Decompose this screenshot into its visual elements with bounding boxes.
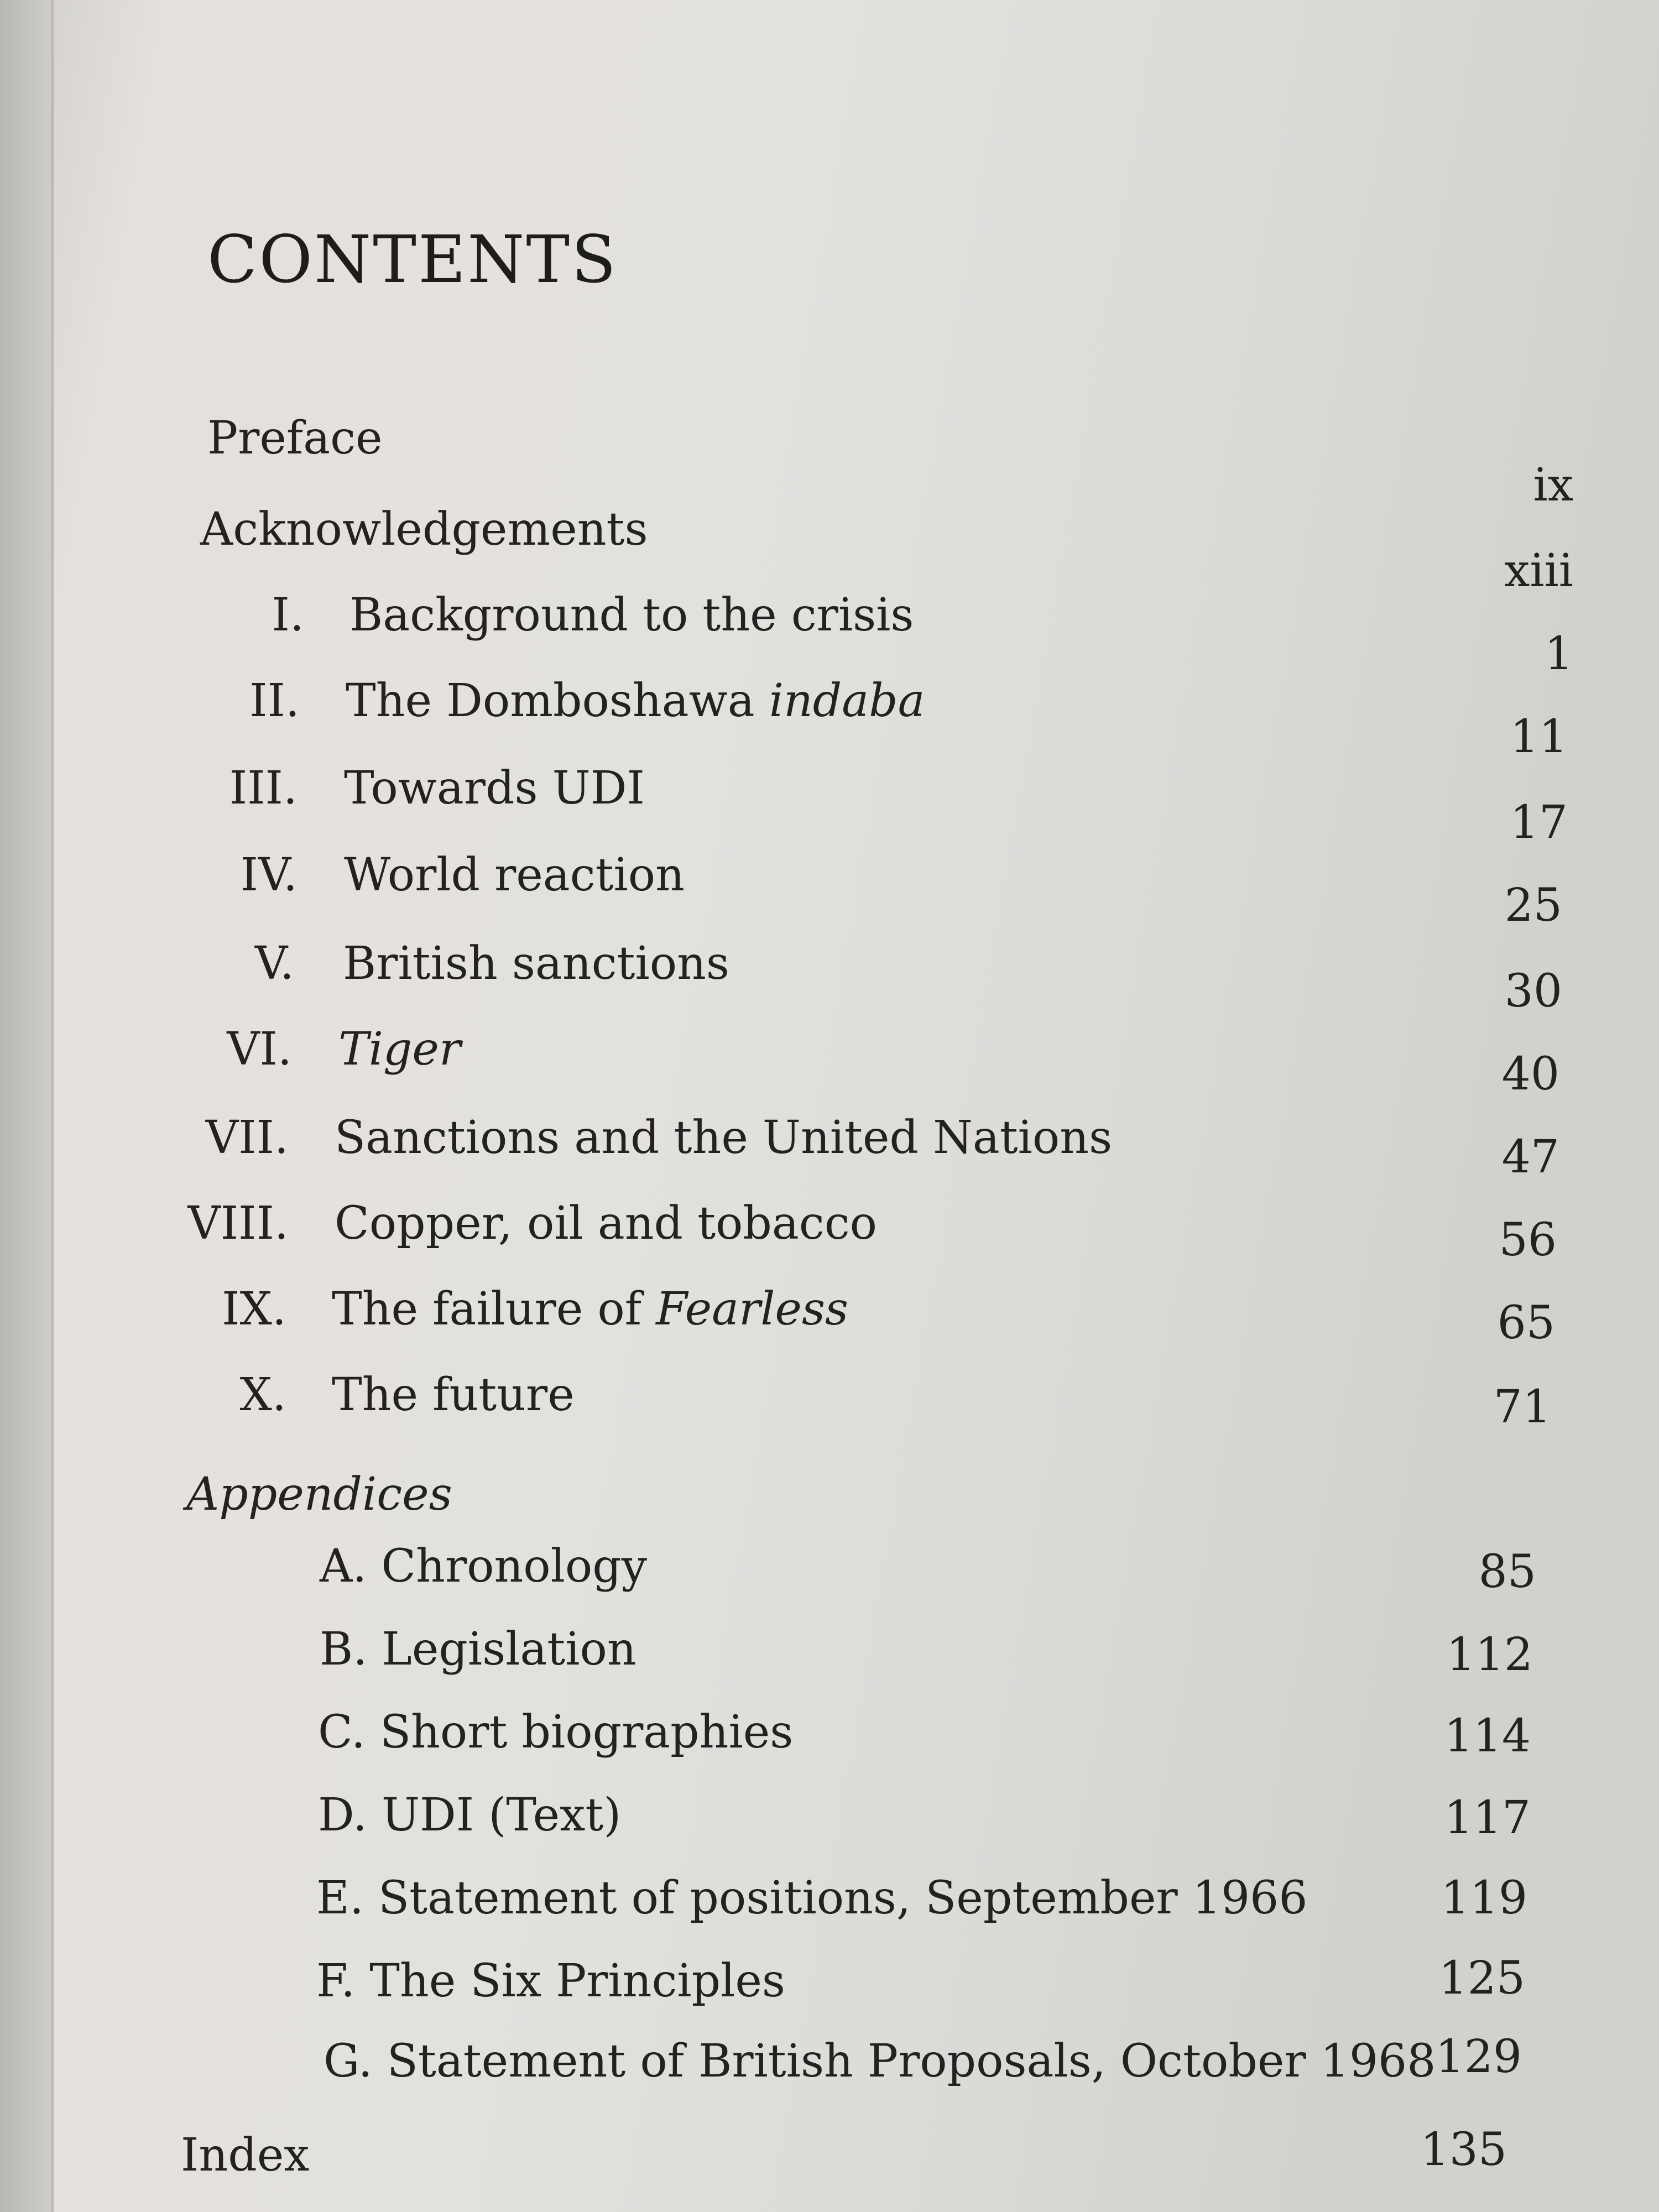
chapter-page: 71 (1493, 1381, 1551, 1433)
appendix-page: 119 (1441, 1872, 1527, 1924)
front-matter-label: Acknowledgements (200, 503, 648, 556)
chapter-numeral: IX. (222, 1283, 286, 1335)
chapter-title: The Domboshawa indaba (346, 675, 925, 727)
chapter-page: 1 (1544, 628, 1573, 680)
appendix-label: D. UDI (Text) (318, 1789, 622, 1841)
appendix-label: E. Statement of positions, September 1966 (316, 1872, 1308, 1924)
chapter-page: 25 (1504, 879, 1562, 932)
chapter-numeral: I. (272, 589, 304, 641)
chapter-title: World reaction (344, 849, 685, 901)
front-matter-label: Preface (207, 412, 383, 465)
index-label: Index (181, 2129, 310, 2182)
chapter-title: The future (332, 1369, 575, 1421)
chapter-title: Background to the crisis (349, 589, 914, 641)
appendix-label: A. Chronology (320, 1540, 648, 1593)
appendix-label: C. Short biographies (318, 1706, 794, 1759)
chapter-title: Copper, oil and tobacco (335, 1197, 877, 1250)
appendix-page: 114 (1444, 1710, 1531, 1762)
page-edge (51, 0, 54, 2212)
appendices-heading: Appendices (186, 1468, 452, 1521)
page-title: CONTENTS (207, 221, 618, 298)
chapter-numeral: VIII. (187, 1197, 289, 1250)
chapter-title: British sanctions (343, 937, 729, 990)
chapter-page: 30 (1504, 965, 1562, 1018)
chapter-page: 56 (1499, 1214, 1557, 1266)
chapter-title: Sanctions and the United Nations (335, 1112, 1113, 1164)
appendix-label: F. The Six Principles (316, 1955, 785, 2007)
facing-page-shadow (0, 0, 51, 2212)
chapter-numeral: V. (255, 937, 294, 990)
chapter-page: 17 (1510, 796, 1568, 849)
chapter-title: The failure of Fearless (332, 1283, 849, 1335)
appendix-page: 85 (1478, 1546, 1536, 1598)
index-page: 135 (1420, 2124, 1507, 2176)
appendix-page: 117 (1444, 1792, 1531, 1844)
chapter-numeral: III. (229, 762, 298, 815)
chapter-page: 40 (1501, 1048, 1559, 1100)
appendix-page: 129 (1435, 2031, 1522, 2083)
chapter-page: 65 (1497, 1297, 1555, 1349)
appendix-page: 112 (1446, 1629, 1533, 1681)
appendix-label: B. Legislation (320, 1623, 637, 1676)
front-matter-page: ix (1533, 459, 1573, 512)
appendix-page: 125 (1438, 1952, 1525, 2005)
front-matter-page: xiii (1504, 545, 1573, 597)
appendix-label: G. Statement of British Proposals, October 1968 (324, 2035, 1436, 2088)
chapter-numeral: VI. (227, 1023, 292, 1076)
chapter-title: Towards UDI (344, 762, 645, 815)
chapter-title: Tiger (338, 1023, 461, 1076)
chapter-page: 47 (1501, 1131, 1559, 1183)
chapter-numeral: II. (249, 675, 300, 727)
chapter-numeral: VII. (205, 1112, 289, 1164)
chapter-numeral: IV. (240, 849, 298, 901)
chapter-page: 11 (1510, 711, 1568, 763)
chapter-numeral: X. (239, 1369, 286, 1421)
